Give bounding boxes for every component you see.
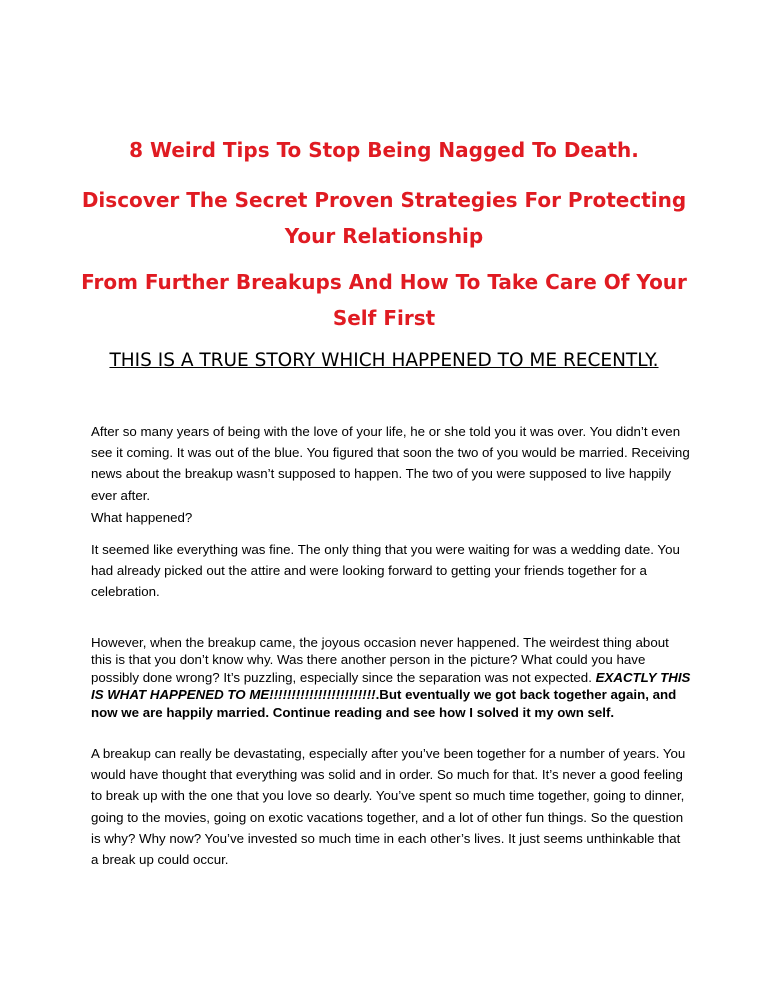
paragraph-2: What happened? [91,510,193,525]
paragraph-1: After so many years of being with the love of your life, he or she told you it was over. You didn’t even see it coming. It was out of the blue. You figured that soon the two of you would be married. Receiving news about the breakup wasn’t supposed to happen. The two of you were supposed to live happily ever after. [91,424,690,503]
document-subtitle-1: Discover The Secret Proven Strategies For Protecting Your Relationship [81,188,687,248]
paragraph-4-bold: .But eventually we got back together again, and now we are happily married. Continue reading and see how I solved it my own self. [91,687,677,720]
true-story-text: THIS IS A TRUE STORY WHICH HAPPENED TO ME RECENTLY. [109,350,659,371]
paragraph-4-text: However, when the breakup came, the joyous occasion never happened. The weirdest thing about this is that you don’t know why. Was there another person in the picture? What could you have possibly done wrong? It’s puzzling, especially since the separation was not expected. [91,635,669,685]
paragraph-4-emphasis: EXACTLY THIS IS WHAT HAPPENED TO ME!!!!!!!!!!!!!!!!!!!!!!!! [91,669,691,703]
document-subtitle-2: From Further Breakups And How To Take Care Of Your Self First [81,270,687,330]
true-story-line [60,346,708,376]
paragraph-3: It seemed like everything was fine. The only thing that you were waiting for was a wedding date. You had already picked out the attire and were looking forward to getting your friends together for a celebration. [91,542,680,600]
document-title: 8 Weird Tips To Stop Being Nagged To Death. [129,138,639,162]
paragraph-5: A breakup can really be devastating, especially after you’ve been together for a number of years. You would have thought that everything was solid and in order. So much for that. It’s never a good feeling to break up with the one that you love so dearly. You’ve spent so much time together, going to dinner, going to the movies, going on exotic vacations together, and a lot of other fun things. So the question is why? Why now? You’ve invested so much time in each other’s lives. It just seems unthinkable that a break up could occur. [91,746,686,868]
paragraph-4 [91,634,691,721]
